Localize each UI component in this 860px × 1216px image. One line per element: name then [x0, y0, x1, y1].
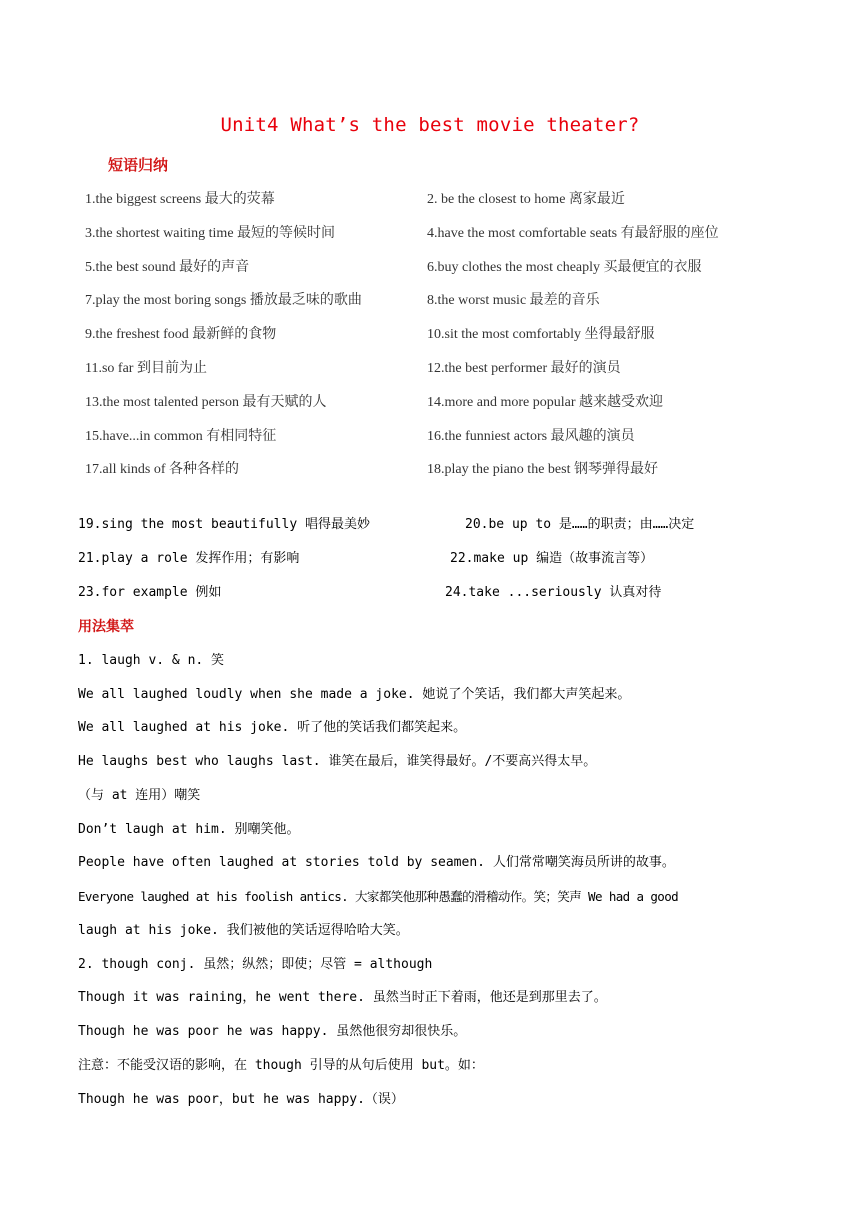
usage-line: laugh at his joke. 我们被他的笑话逗得哈哈大笑。: [78, 923, 409, 938]
phrase-item: 7.play the most boring songs 播放最乏味的歌曲: [85, 293, 362, 309]
phrase-item: 12.the best performer 最好的演员: [427, 360, 621, 376]
phrase-row: [85, 458, 785, 492]
usage-line: 2. though conj. 虽然；纵然；即使；尽管 = although: [78, 957, 433, 972]
phrase-row: [85, 188, 785, 222]
usage-line: Though he was poor，but he was happy.（误）: [78, 1092, 404, 1107]
phrase-row: [85, 256, 785, 290]
usage-line: 注意：不能受汉语的影响，在 though 引导的从句后使用 but。如：: [78, 1058, 484, 1073]
phrase-row: [85, 222, 785, 256]
phrase-item: 14.more and more popular 越来越受欢迎: [427, 394, 664, 410]
phrase-item: 13.the most talented person 最有天赋的人: [85, 394, 327, 410]
usage-line: People have often laughed at stories told by seamen. 人们常常嘲笑海员所讲的故事。: [78, 855, 675, 870]
usage-line: Everyone laughed at his foolish antics. 大家都笑他那种愚蠢的滑稽动作。笑；笑声 We had a good: [78, 889, 679, 904]
phrase-item: 19.sing the most beautifully 唱得最美妙: [78, 517, 370, 532]
phrases-heading: 短语归纳: [108, 156, 169, 174]
phrase-item: 22.make up 编造（故事流言等）: [450, 551, 654, 566]
usage-line: Though he was poor he was happy. 虽然他很穷却很快乐。: [78, 1024, 467, 1039]
usage-line: （与 at 连用）嘲笑: [78, 788, 201, 803]
phrase-item: 17.all kinds of 各种各样的: [85, 462, 239, 478]
usage-line: He laughs best who laughs last. 谁笑在最后，谁笑得最好。/不要高兴得太早。: [78, 754, 597, 769]
phrase-item: 11.so far 到目前为止: [85, 360, 207, 376]
phrase-item: 4.have the most comfortable seats 有最舒服的座位: [427, 225, 719, 241]
phrase-row: [85, 289, 785, 323]
phrase-row: [85, 391, 785, 425]
phrase-item: 18.play the piano the best 钢琴弹得最好: [427, 462, 658, 478]
phrase-item: 16.the funniest actors 最风趣的演员: [427, 428, 635, 444]
phrase-item: 1.the biggest screens 最大的荧幕: [85, 192, 275, 207]
phrase-item: 3.the shortest waiting time 最短的等候时间: [85, 225, 336, 241]
usage-line: Though it was raining，he went there. 虽然当时正下着雨，他还是到那里去了。: [78, 990, 607, 1005]
phrase-item: 15.have...in common 有相同特征: [85, 428, 277, 444]
usage-line: 1. laugh v. & n. 笑: [78, 653, 225, 668]
usage-heading: 用法集萃: [78, 619, 134, 635]
usage-line: We all laughed loudly when she made a joke. 她说了个笑话，我们都大声笑起来。: [78, 687, 631, 702]
phrase-row: [85, 323, 785, 357]
phrase-item: 21.play a role 发挥作用；有影响: [78, 551, 300, 566]
usage-line: We all laughed at his joke. 听了他的笑话我们都笑起来。: [78, 720, 467, 735]
phrase-item: 10.sit the most comfortably 坐得最舒服: [427, 327, 655, 343]
phrase-list-image: [85, 188, 785, 492]
phrase-item: 20.be up to 是……的职责；由……决定: [465, 517, 695, 532]
phrase-row: [85, 425, 785, 459]
phrase-item: 24.take ...seriously 认真对待: [445, 585, 662, 600]
phrase-item: 9.the freshest food 最新鲜的食物: [85, 327, 277, 343]
phrase-item: 5.the best sound 最好的声音: [85, 259, 250, 275]
page-title: Unit4 What’s the best movie theater?: [220, 114, 640, 136]
phrase-item: 23.for example 例如: [78, 585, 222, 600]
phrase-item: 8.the worst music 最差的音乐: [427, 293, 600, 309]
phrase-item: 2. be the closest to home 离家最近: [427, 192, 625, 207]
phrase-item: 6.buy clothes the most cheaply 买最便宜的衣服: [427, 259, 702, 275]
phrase-row: [85, 357, 785, 391]
usage-line: Don’t laugh at him. 别嘲笑他。: [78, 822, 300, 837]
